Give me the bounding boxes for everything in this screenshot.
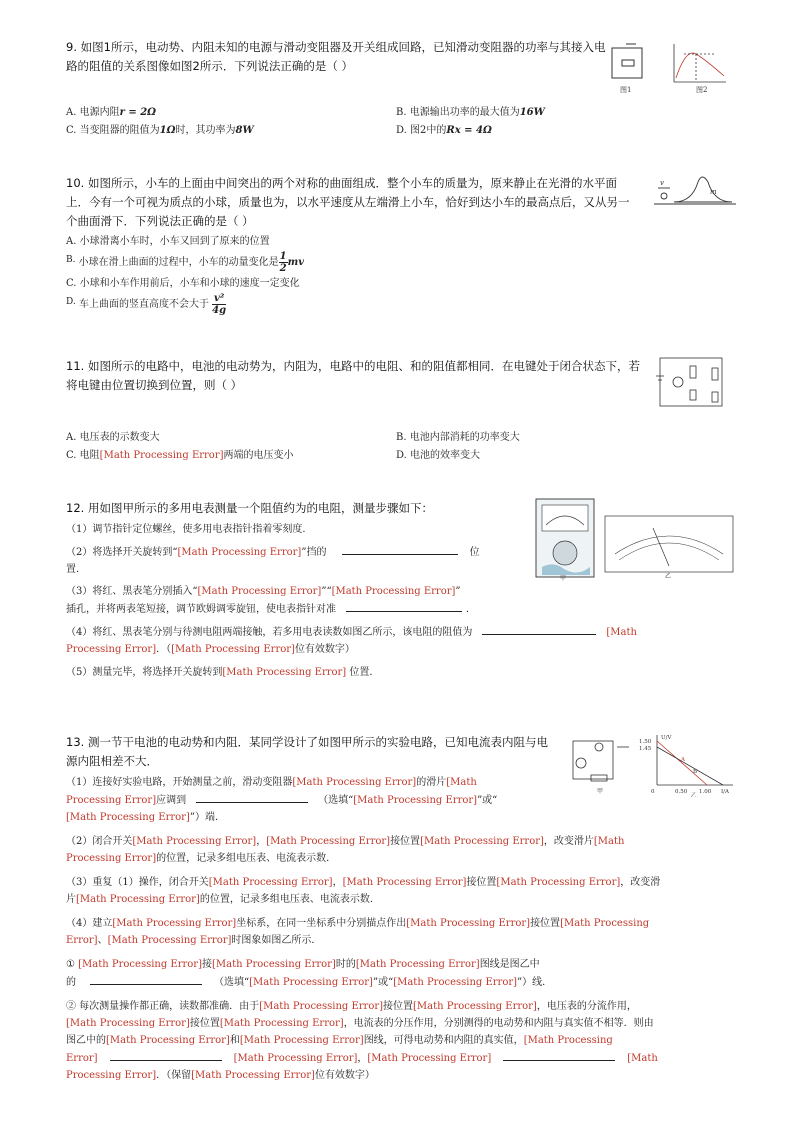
question-11	[66, 357, 646, 395]
q9-figure	[604, 38, 734, 96]
q9-option-d[interactable]: D. 图2中的Rx = 4Ω	[396, 125, 492, 136]
question-12	[66, 499, 536, 518]
question-13	[66, 733, 556, 771]
q11-option-c[interactable]: C. 电阻[Math Processing Error]两端的电压变小	[66, 450, 294, 461]
q13-blank-3[interactable]	[110, 1049, 222, 1061]
q10-figure	[652, 170, 738, 210]
q13-parts	[66, 774, 708, 1084]
q13-fig-yi: 乙	[691, 793, 697, 797]
q10-option-d[interactable]: D. 车上曲面的竖直高度不会大于 $\frac{\text{v²}}{4g}$	[66, 293, 227, 316]
q13-part-4: （4）建立[Math Processing Error]坐标系，在同一坐标系中分别描点作出[Math Processing Error]接位置[Math Processing Error]、[Math Processing Error]时图象如图乙所示．	[66, 918, 650, 946]
q11-figure	[652, 352, 730, 414]
q9-option-a[interactable]: A. 电源内阻r = 2Ω	[66, 107, 157, 118]
q13-part-2: （2）闭合开关[Math Processing Error]，[Math Processing Error]接位置[Math Processing Error]，改变滑片[Math Processing Error]的位置，记录多组电压表、电流表示数．	[66, 836, 625, 864]
q12-step-3: （3）将红、黑表笔分别插入“[Math Processing Error]”“[Math Processing Error]” 插孔，并将两表笔短接，调节欧姆调零旋钮，使电表指针对准 ．	[66, 586, 476, 615]
q13-fig-jia: 甲	[597, 788, 604, 795]
q10-stem: 10. 如图所示，小车的上面由中间突出的两个对称的曲面组成．整个小车的质量为，原来静止在光滑的水平面上．今有一个可视为质点的小球，质量也为，以水平速度从左端滑上小车，恰好到达小车的最高点后，又从另一个曲面滑下．下列说法正确的是（ ）	[66, 176, 630, 228]
q10-options	[66, 233, 666, 319]
q10-option-c[interactable]: C. 小球和小车作用前后，小车和小球的速度一定变化	[66, 278, 300, 289]
q12-blank-3[interactable]	[482, 623, 596, 635]
q13-fig-ilabel: I/A	[721, 789, 729, 795]
q9-option-b[interactable]: B. 电源输出功率的最大值为16W	[396, 107, 545, 118]
q10-fig-m: m	[710, 188, 717, 196]
q11-options	[66, 429, 726, 465]
q13-circle-1: ① [Math Processing Error]接[Math Processing Error]时的[Math Processing Error]图线是图乙中 的 （选填“[Math Processing Error]”或“[Math Processing Error]”）线．	[66, 959, 553, 988]
q13-blank-2[interactable]	[90, 973, 202, 985]
q11-option-b[interactable]: B. 电池内部消耗的功率变大	[396, 432, 520, 443]
q13-stem: 13. 测一节干电池的电动势和内阻．某同学设计了如图甲所示的实验电路，已知电流表内阻与电源内阻相差不大．	[66, 735, 548, 768]
q10-fig-v: v	[660, 179, 664, 187]
q9-option-c[interactable]: C. 当变阻器的阻值为1Ω时，其功率为8W	[66, 125, 254, 136]
q9-fig2-label: 图2	[696, 86, 708, 94]
question-9	[66, 38, 606, 76]
q9-fig1-label: 图1	[620, 86, 632, 94]
q13-circle-2: ② 每次测量操作都正确，读数都准确．由于[Math Processing Error]接位置[Math Processing Error]，电压表的分流作用， [Math Processing Error]接位置[Math Processing Error]，电流表的分压作用，分别测得的电动势和内阻与真实值不相等．则由 图乙中的[Math Processing Error]和[Math Processing Error]图线，可得电动势和内阻的真实值，[Math Processing Error] [Math Processing Error]，[Math Processing Error] [Math Processing Error]．（保留[Math Processing Error]位有效数字）	[66, 1001, 658, 1081]
q9-options	[66, 104, 726, 140]
q13-fig-050: 0.50	[675, 789, 688, 795]
q12-stem: 12. 用如图甲所示的多用电表测量一个阻值约为的电阻，测量步骤如下：	[66, 501, 433, 515]
q13-blank-4[interactable]	[503, 1049, 615, 1061]
q10-option-a[interactable]: A. 小球滑离小车时，小车又回到了原来的位置	[66, 236, 270, 247]
q12-fig-jia: 甲	[560, 575, 567, 581]
q13-fig-a: A	[681, 757, 685, 763]
q12-step-1: （1）调节指针定位螺丝，使多用电表指针指着零刻度．	[66, 524, 313, 535]
q11-option-a[interactable]: A. 电压表的示数变大	[66, 432, 160, 443]
q13-fig-150: 1.50	[639, 739, 652, 745]
q12-step-2: （2）将选择开关旋转到“[Math Processing Error]”挡的 位 置．	[66, 543, 520, 578]
q10-option-b[interactable]: B. 小球在滑上曲面的过程中，小车的动量变化是 $\frac{1}{2}$ mv	[66, 251, 305, 274]
q13-part-3: （3）重复（1）操作，闭合开关[Math Processing Error]，[Math Processing Error]接位置[Math Processing Error]，改变滑 片[Math Processing Error]的位置，记录多组电压表、电流表示数．	[66, 877, 661, 905]
q12-step-4: （4）将红、黑表笔分别与待测电阻两端接触，若多用电表读数如图乙所示，该电阻的阻值为 [Math Processing Error]．（[Math Processing Error]位有效数字）	[66, 623, 706, 658]
q12-steps	[66, 521, 706, 681]
q12-blank-2[interactable]	[346, 600, 462, 612]
q13-blank-1[interactable]	[196, 791, 308, 803]
q11-option-d[interactable]: D. 电池的效率变大	[396, 450, 481, 461]
q13-part-1: （1）连接好实验电路，开始测量之前，滑动变阻器[Math Processing Error]的滑片[Math Processing Error]应调到 （选填“[Math Processing Error]”或“ [Math Processing Error]”）端．	[66, 777, 498, 823]
q11-stem: 11. 如图所示的电路中，电池的电动势为，内阻为，电路中的电阻、和的阻值都相同．在电键处于闭合状态下，若将电键由位置切换到位置，则（ ）	[66, 359, 640, 392]
q13-fig-b: B	[693, 769, 698, 775]
q13-fig-ulabel: U/V	[661, 735, 672, 741]
q12-blank-1[interactable]	[342, 543, 458, 555]
question-10	[66, 174, 638, 231]
q13-fig-145: 1.45	[639, 746, 652, 752]
q12-step-5: （5）测量完毕，将选择开关旋转到[Math Processing Error] 位置．	[66, 667, 380, 678]
q9-stem: 9. 如图1所示，电动势、内阻未知的电源与滑动变阻器及开关组成回路，已知滑动变阻器的功率与其接入电路的阻值的关系图像如图2所示．下列说法正确的是（ ）	[66, 40, 606, 73]
q13-fig-zero: 0	[651, 789, 655, 795]
q12-fig-yi: 乙	[665, 573, 672, 580]
q13-fig-100: 1.00	[699, 789, 712, 795]
